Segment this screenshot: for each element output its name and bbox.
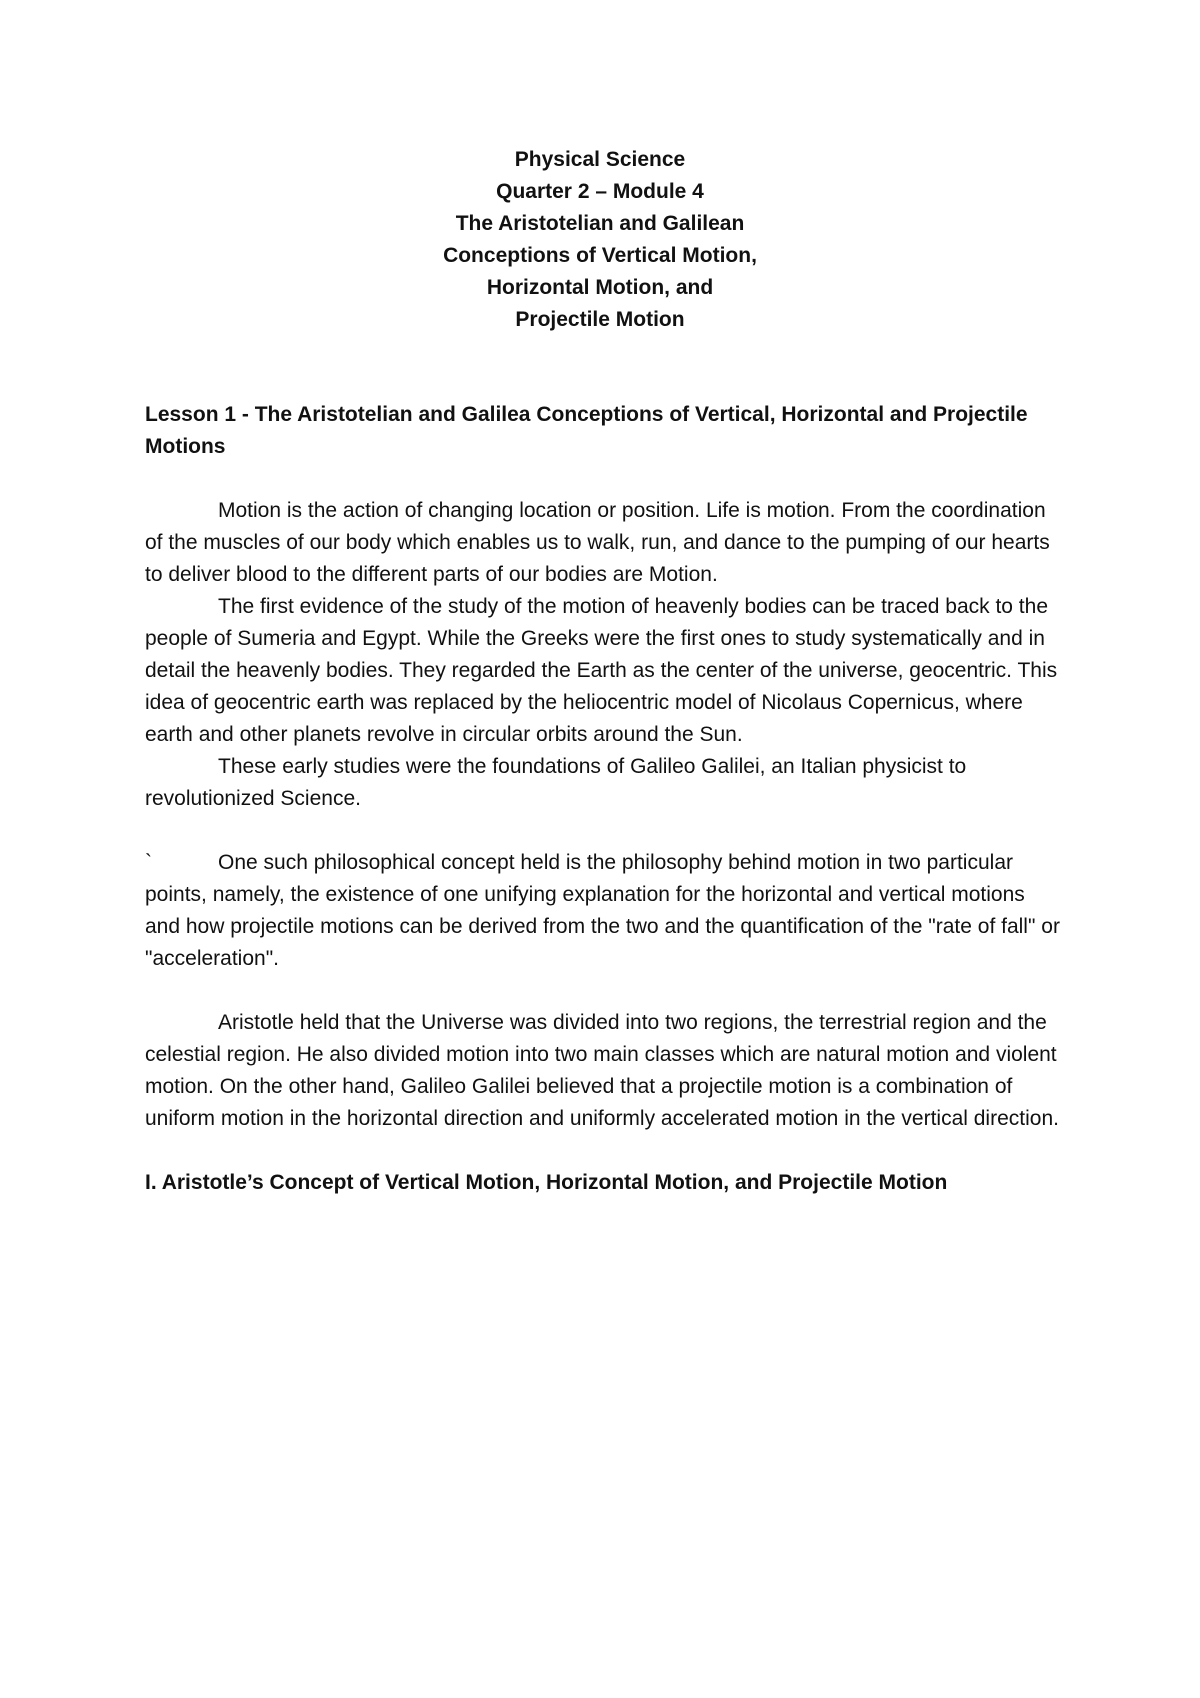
document-body (145, 399, 1065, 1199)
document-title (0, 144, 1200, 336)
title-line-5: Horizontal Motion, and (486, 276, 714, 299)
paragraph-motion-definition: Motion is the action of changing location or position. Life is motion. From the coordination of the muscles of our body which enables us to walk, run, and dance to the pumping of our hearts to deliver blood to the different parts of our bodies are Motion. (145, 499, 1050, 586)
paragraph-galileo-foundations: These early studies were the foundations of Galileo Galilei, an Italian physicist to revolutionized Science. (145, 755, 967, 810)
spacer (145, 1135, 1065, 1167)
title-line-4: Conceptions of Vertical Motion, (443, 244, 757, 267)
paragraph-heavenly-bodies: The first evidence of the study of the motion of heavenly bodies can be traced back to the people of Sumeria and Egypt. While the Greeks were the first ones to study systematically and in detail the heavenly bodies. They regarded the Earth as the center of the universe, geocentric. This idea of geocentric earth was replaced by the heliocentric model of Nicolaus Copernicus, where earth and other planets revolve in circular orbits around the Sun. (145, 595, 1058, 746)
paragraph-philosophical-concept-wrapper (145, 847, 1065, 975)
title-line-quarter-module: Quarter 2 – Module 4 (496, 180, 704, 203)
paragraph-philosophical-concept: One such philosophical concept held is the philosophy behind motion in two particular points, namely, the existence of one unifying explanation for the horizontal and vertical motions and how projectile motions can be derived from the two and the quantification of the "rate of fall" or "acceleration". (145, 851, 1060, 970)
spacer (145, 975, 1065, 1007)
lesson-heading: Lesson 1 - The Aristotelian and Galilea Conceptions of Vertical, Horizontal and Projectile Motions (145, 403, 1028, 458)
paragraph-aristotle-regions: Aristotle held that the Universe was divided into two regions, the terrestrial region and the celestial region. He also divided motion into two main classes which are natural motion and violent motion. On the other hand, Galileo Galilei believed that a projectile motion is a combination of uniform motion in the horizontal direction and uniformly accelerated motion in the vertical direction. (145, 1011, 1059, 1130)
stray-backtick-mark: ` (145, 851, 152, 874)
title-line-3: The Aristotelian and Galilean (455, 212, 745, 235)
section-heading: I. Aristotle’s Concept of Vertical Motion, Horizontal Motion, and Projectile Motion (145, 1171, 948, 1194)
title-line-6: Projectile Motion (515, 308, 685, 331)
spacer (145, 815, 1065, 847)
title-line-subject: Physical Science (514, 148, 686, 171)
